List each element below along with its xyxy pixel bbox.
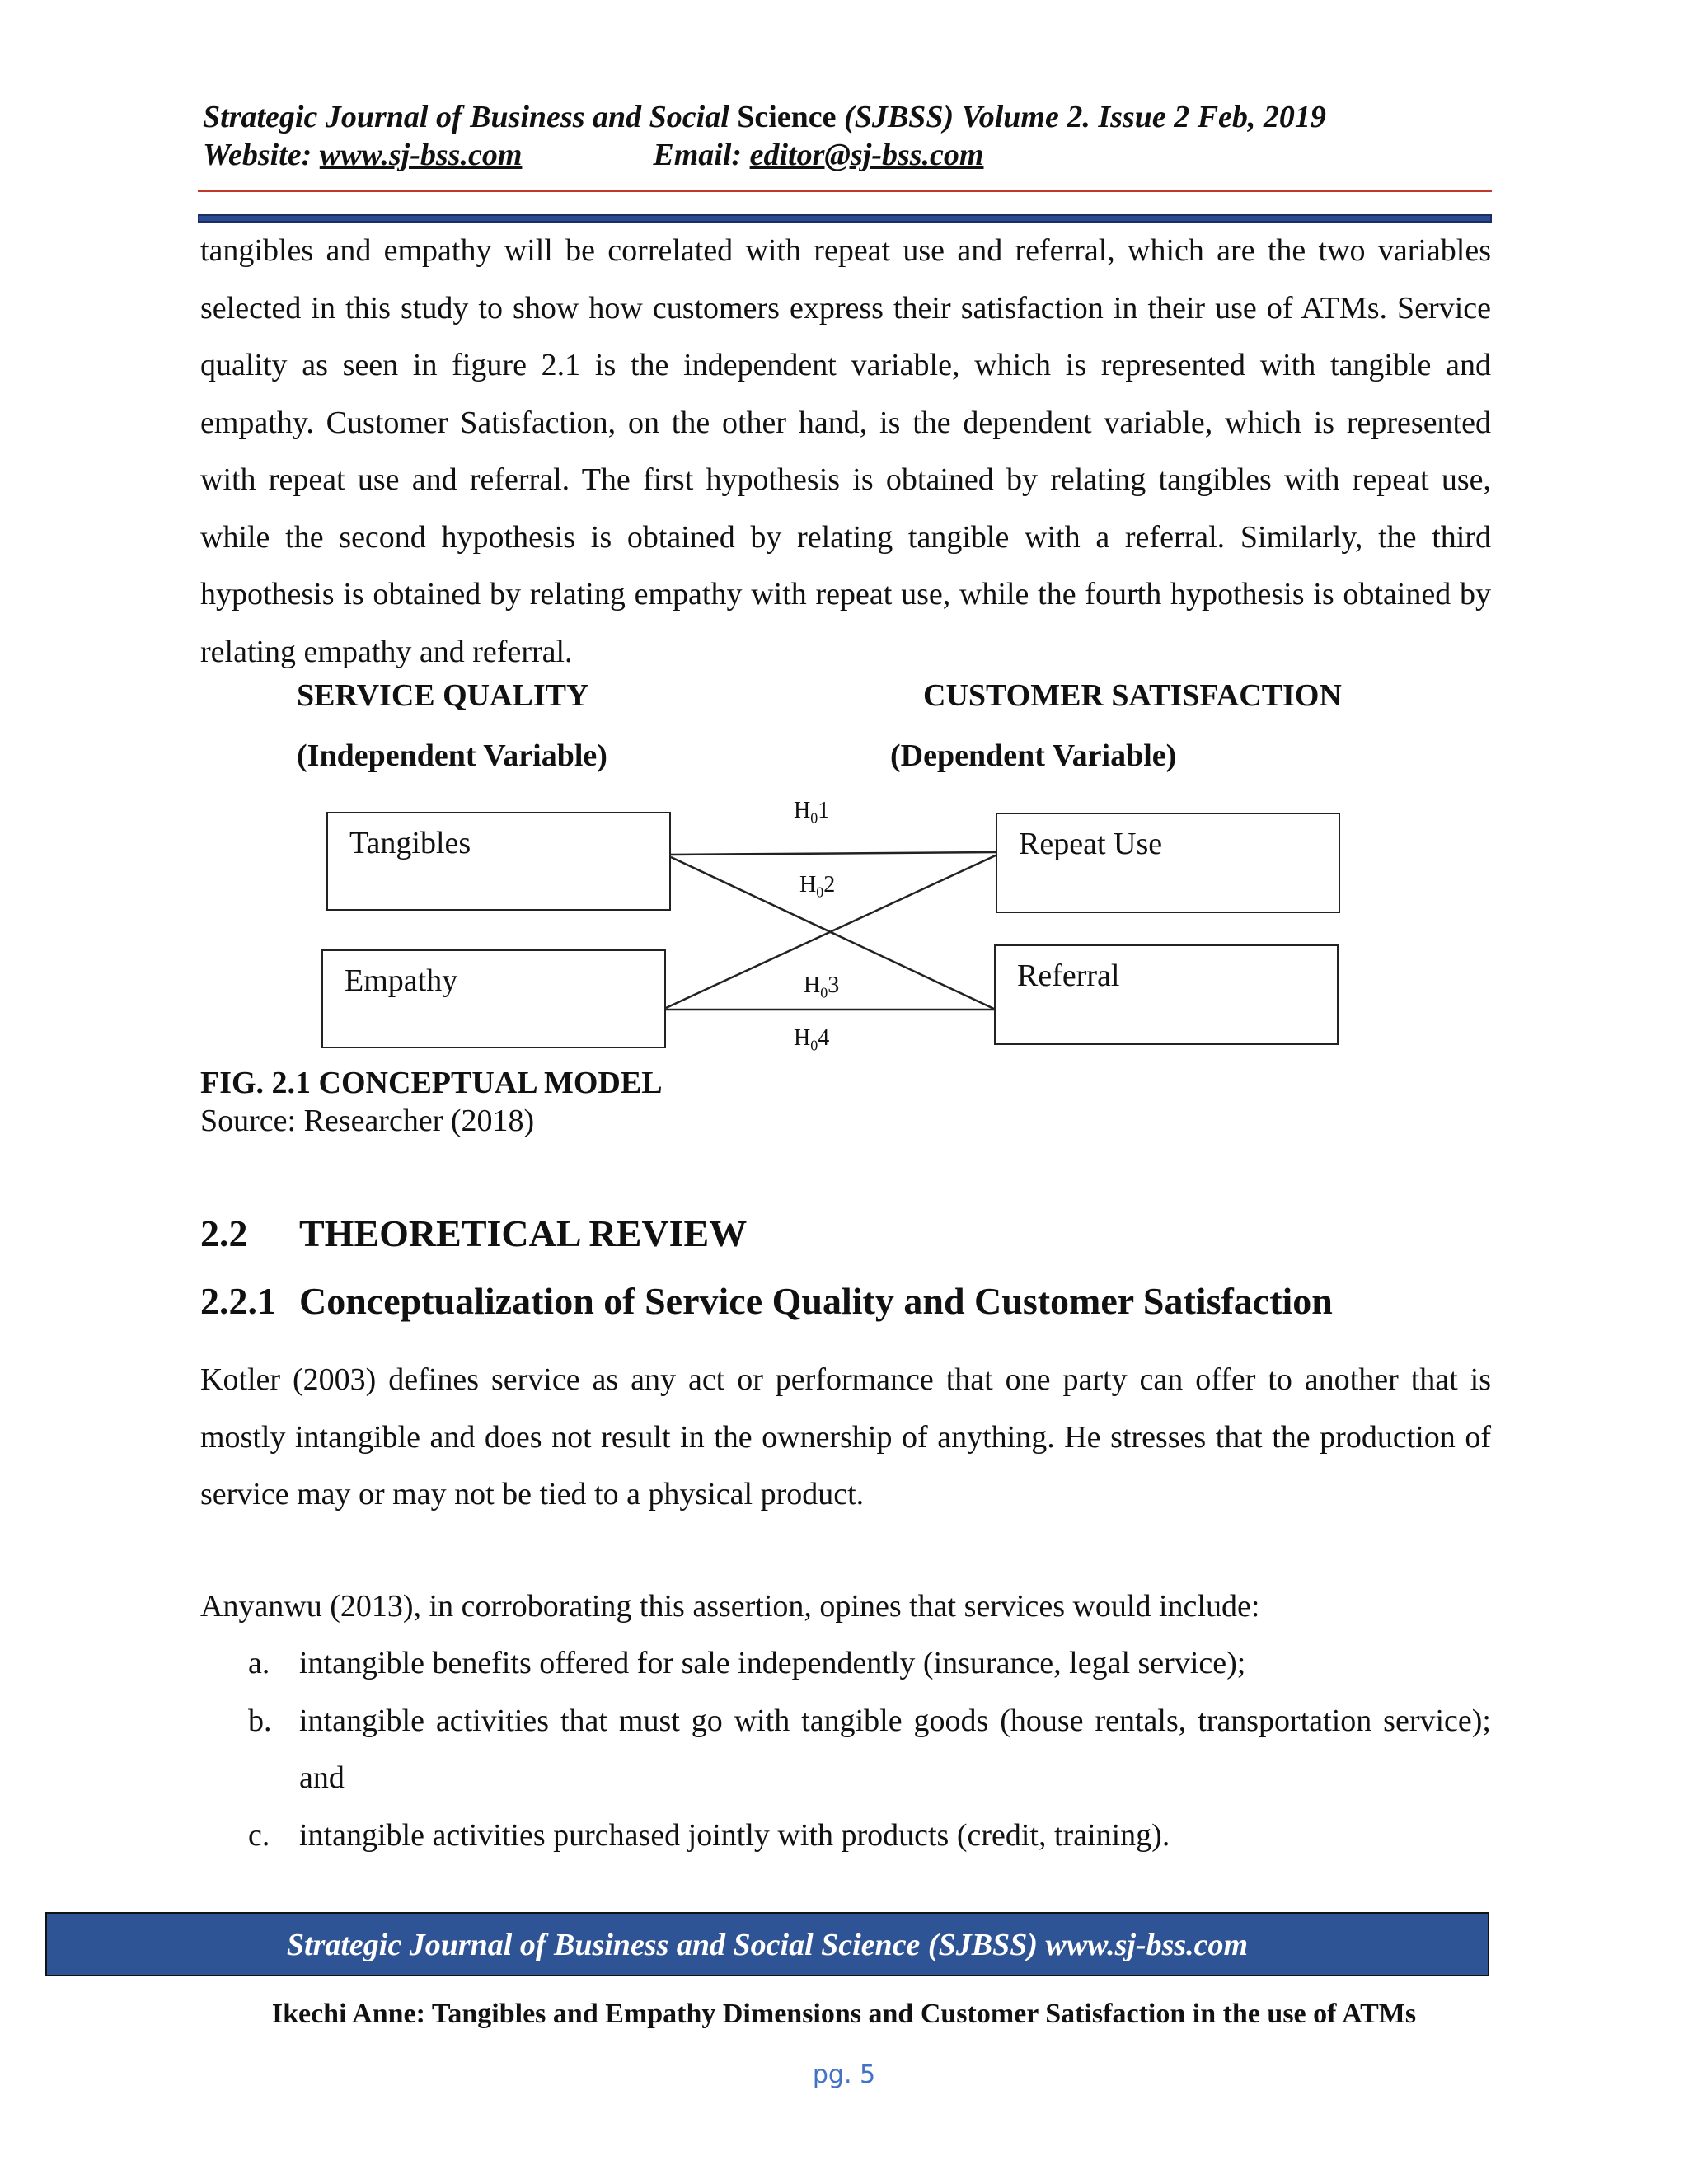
list-item-text: intangible activities purchased jointly with products (credit, training). [299, 1817, 1170, 1853]
journal-name-italic: Strategic Journal of Business and Social [203, 100, 729, 134]
section-heading [200, 1212, 747, 1255]
footer-author-name: Ikechi Anne [271, 1999, 416, 2029]
section-number: 2.2 [200, 1212, 248, 1254]
footer-article-title: Tangibles and Empathy Dimensions and Customer Satisfaction in the use of ATMs [431, 1999, 1417, 2029]
journal-name-science: Science [729, 100, 845, 134]
footer-journal: Strategic Journal of Business and Social Science (SJBSS) www.sj-bss.com [286, 1928, 1249, 1962]
box-tangibles [326, 812, 671, 911]
figure-source: Source: Researcher (2018) [200, 1104, 535, 1138]
box-label: Empathy [345, 963, 458, 998]
paragraph-text: tangibles and empathy will be correlated with repeat use and referral, which are the two variables selected in this study to show how customers express their satisfaction in their use of ATMs. Service quality as seen in figure 2.1 is the independent variable, which is represented with tangible and empathy. Customer Satisfaction, on the other hand, is the dependent variable, which is represented with repeat use and referral. The first hypothesis is obtained by relating tangibles with repeat use, while the second hypothesis is obtained by relating tangible with a referral. Similarly, the third hypothesis is obtained by relating empathy with repeat use, while the fourth hypothesis is obtained by relating empathy and referral. [200, 233, 1491, 669]
journal-issue: (SJBSS) Volume 2. Issue 2 Feb, 2019 [844, 100, 1326, 134]
hypothesis-label-3: $H_03$ [804, 972, 840, 1001]
list-item [200, 1807, 1491, 1865]
box-referral [994, 944, 1339, 1045]
list-marker: c. [248, 1817, 270, 1853]
list-item-text: intangible benefits offered for sale independently (insurance, legal service); [299, 1646, 1246, 1680]
email-link[interactable]: editor@sj-bss.com [749, 138, 984, 172]
figure-right-subheading: (Dependent Variable) [890, 738, 1177, 773]
hypothesis-label-1: $H_01$ [794, 798, 830, 827]
email-label: Email: [653, 138, 750, 172]
website-link[interactable]: www.sj-bss.com [319, 138, 523, 172]
section-title: THEORETICAL REVIEW [299, 1212, 748, 1254]
box-label: Repeat Use [1019, 827, 1163, 861]
box-repeat-use [996, 813, 1340, 913]
services-list [200, 1635, 1491, 1864]
subsection-number: 2.2.1 [200, 1280, 276, 1322]
website-label: Website: [203, 138, 320, 172]
body-paragraph [200, 1578, 1491, 1636]
list-marker: b. [248, 1703, 272, 1738]
list-item [200, 1635, 1491, 1693]
footer-bar [45, 1912, 1489, 1976]
figure-caption: FIG. 2.1 CONCEPTUAL MODEL [200, 1066, 663, 1100]
list-marker: a. [248, 1646, 270, 1680]
box-empathy [321, 949, 666, 1048]
figure-left-subheading: (Independent Variable) [297, 738, 607, 773]
footer-article: Ikechi Anne: Tangibles and Empathy Dimensions and Customer Satisfaction in the use of ATMs [271, 1999, 1417, 2029]
list-item [200, 1693, 1491, 1807]
connector-h01 [671, 852, 997, 855]
subsection-title: Conceptualization of Service Quality and Customer Satisfaction [299, 1280, 1333, 1322]
figure-right-heading: CUSTOMER SATISFACTION [923, 678, 1342, 713]
hypothesis-label-2: $H_02$ [799, 872, 836, 901]
list-item-text: intangible activities that must go with tangible goods (house rentals, transportation service); and [299, 1703, 1491, 1795]
hypothesis-label-4: $H_04$ [794, 1025, 830, 1054]
box-label: Referral [1017, 958, 1120, 993]
page-number: pg. 5 [812, 2060, 876, 2089]
paragraph-text: Anyanwu (2013), in corroborating this assertion, opines that services would include: [200, 1589, 1260, 1624]
paragraph-text: Kotler (2003) defines service as any act or performance that one party can offer to another that is mostly intangible and does not result in the ownership of anything. He stresses that the production of service may or may not be tied to a physical product. [200, 1362, 1491, 1511]
figure-left-heading: SERVICE QUALITY [297, 678, 589, 713]
body-paragraph [200, 1352, 1491, 1524]
box-label: Tangibles [349, 826, 471, 860]
subsection-heading [200, 1279, 1333, 1323]
